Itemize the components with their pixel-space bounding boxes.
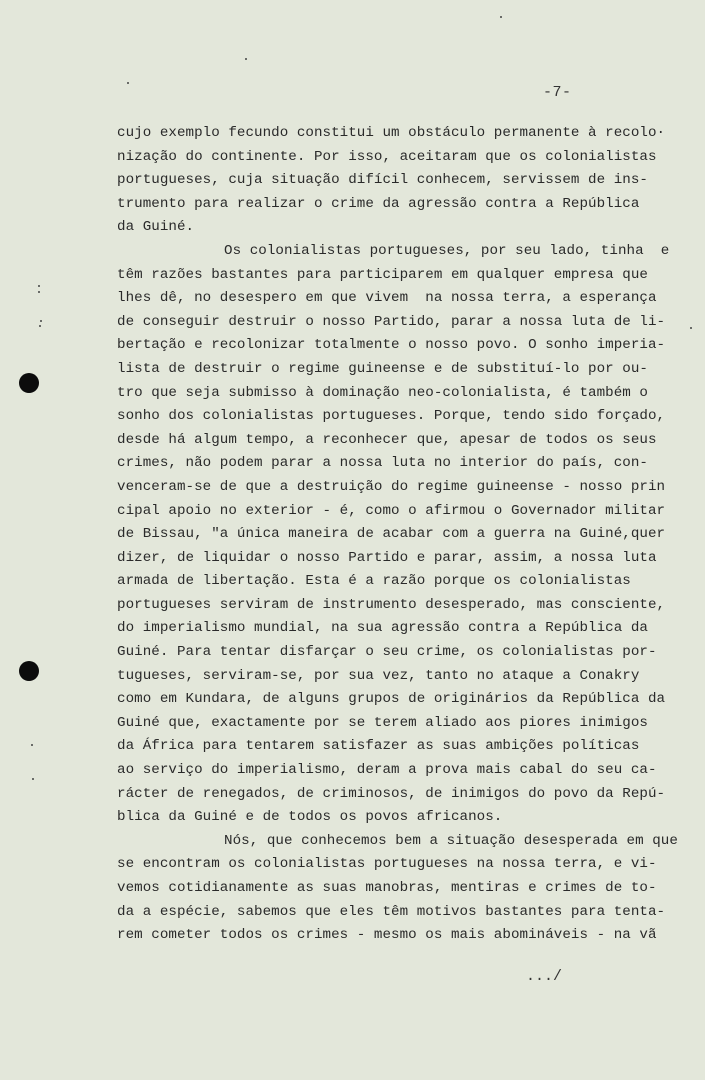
text-line: crimes, não podem parar a nossa luta no interior do país, con-	[117, 455, 648, 472]
text-line: da Guiné.	[117, 219, 195, 236]
text-line: armada de libertação. Esta é a razão porque os colonialistas	[117, 573, 631, 590]
text-line: Nós, que conhecemos bem a situação desesperada em que	[224, 832, 678, 849]
text-line: cujo exemplo fecundo constitui um obstáculo permanente à recolo·	[117, 125, 666, 141]
punch-hole	[19, 373, 39, 393]
speck-mark	[127, 82, 129, 84]
speck-mark	[40, 320, 42, 322]
text-line: venceram-se de que a destruição do regime guineense - nosso prin	[117, 478, 666, 495]
speck-mark	[38, 285, 40, 287]
continuation-mark: .../	[526, 968, 563, 985]
text-line: trumento para realizar o crime da agressão contra a República	[117, 195, 640, 212]
text-line: Os colonialistas portugueses, por seu lado, tinha e	[224, 242, 670, 259]
text-line: nização do continente. Por isso, aceitaram que os colonialistas	[117, 148, 657, 165]
text-line: do imperialismo mundial, na sua agressão contra a República da	[117, 620, 648, 637]
text-line: lhes dê, no desespero em que vivem na nossa terra, a esperança	[117, 290, 657, 307]
text-line: de Bissau, "a única maneira de acabar com a guerra na Guiné,quer	[117, 526, 666, 543]
text-line: portugueses serviram de instrumento desesperado, mas consciente,	[117, 596, 666, 613]
body-text	[117, 122, 687, 948]
speck-mark	[32, 778, 34, 780]
text-line: blica da Guiné e de todos os povos africanos.	[117, 809, 503, 826]
text-line: portugueses, cuja situação difícil conhecem, servissem de ins-	[117, 172, 648, 189]
text-line: rácter de renegados, de criminosos, de inimigos do povo da Repú-	[117, 785, 666, 802]
text-line: Guiné. Para tentar disfarçar o seu crime, os colonialistas por-	[117, 644, 657, 661]
text-line: sonho dos colonialistas portugueses. Porque, tendo sido forçado,	[117, 408, 666, 425]
speck-mark	[690, 327, 692, 329]
punch-hole	[19, 661, 39, 681]
text-line: desde há algum tempo, a reconhecer que, apesar de todos os seus	[117, 431, 657, 448]
text-line: da a espécie, sabemos que eles têm motivos bastantes para tenta-	[117, 903, 666, 920]
speck-mark	[39, 325, 41, 327]
text-line: rem cometer todos os crimes - mesmo os mais abomináveis - na vã	[117, 927, 657, 944]
speck-mark	[31, 744, 33, 746]
text-line: dizer, de liquidar o nosso Partido e parar, assim, a nossa luta	[117, 549, 657, 566]
text-line: da África para tentarem satisfazer as suas ambições políticas	[117, 738, 640, 755]
text-line: tugueses, serviram-se, por sua vez, tanto no ataque a Conakry	[117, 667, 640, 684]
speck-mark	[38, 291, 40, 293]
text-line: tro que seja submisso à dominação neo-colonialista, é também o	[117, 384, 648, 401]
text-line: de conseguir destruir o nosso Partido, parar a nossa luta de li-	[117, 313, 666, 330]
text-line: vemos cotidianamente as suas manobras, mentiras e crimes de to-	[117, 880, 657, 896]
speck-mark	[500, 16, 502, 18]
text-line: Guiné que, exactamente por se terem aliado aos piores inimigos	[117, 714, 648, 731]
text-line: bertação e recolonizar totalmente o nosso povo. O sonho imperia-	[117, 337, 666, 354]
text-line: cipal apoio no exterior - é, como o afirmou o Governador militar	[117, 502, 666, 519]
text-line: lista de destruir o regime guineense e de substituí-lo por ou-	[117, 360, 648, 377]
text-line: têm razões bastantes para participarem em qualquer empresa que	[117, 266, 648, 283]
text-line: como em Kundara, de alguns grupos de originários da República da	[117, 691, 666, 708]
page-number: -7-	[543, 84, 572, 101]
speck-mark	[245, 58, 247, 60]
text-line: se encontram os colonialistas portugueses na nossa terra, e vi-	[117, 856, 657, 873]
text-line: ao serviço do imperialismo, deram a prova mais cabal do seu ca-	[117, 762, 657, 779]
